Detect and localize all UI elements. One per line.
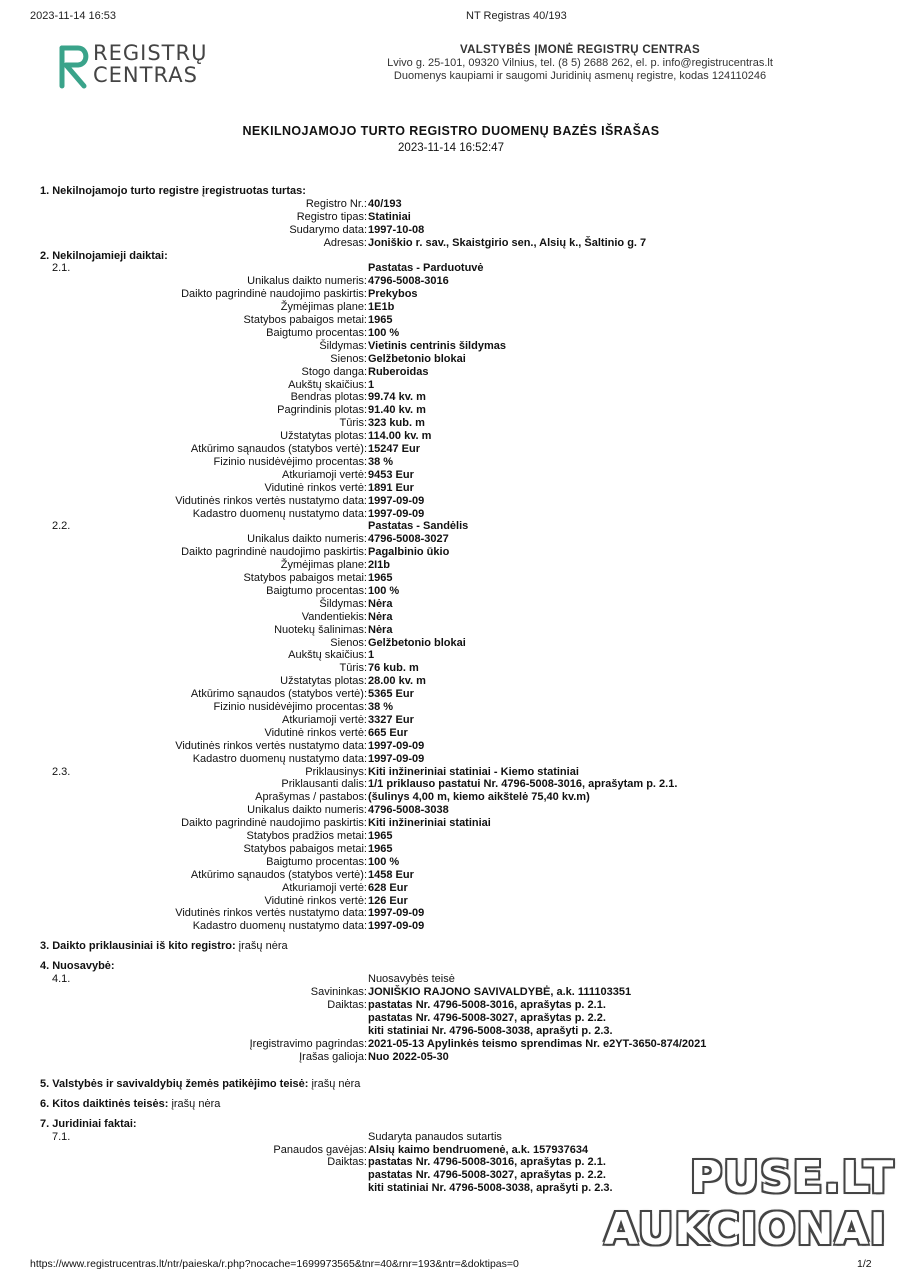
field-row <box>0 1051 902 1064</box>
field-value: 100 % <box>368 326 400 339</box>
field-label: Statybos pradžios metai: <box>246 830 367 842</box>
field-value: 1/1 priklauso pastatui Nr. 4796-5008-3016, aprašytam p. 2.1. <box>368 778 678 791</box>
section-header <box>0 940 902 953</box>
field-label: Fizinio nusidėvėjimo procentas: <box>213 455 367 468</box>
field-row <box>0 637 902 650</box>
field-row <box>0 327 902 340</box>
org-name: VALSTYBĖS ĮMONĖ REGISTRŲ CENTRAS <box>459 44 701 56</box>
field-row <box>0 417 902 430</box>
field-label: Unikalus daikto numeris: <box>247 275 367 288</box>
field-row <box>0 843 902 856</box>
section-header <box>0 185 902 198</box>
field-value: 4796-5008-3016 <box>368 275 449 288</box>
field-value: pastatas Nr. 4796-5008-3027, aprašytas p. 2.2. <box>368 1169 606 1182</box>
field-row <box>0 340 902 353</box>
field-value: 1997-10-08 <box>368 223 425 236</box>
field-label: Nuotekų šalinimas: <box>274 623 367 636</box>
field-row <box>0 611 902 624</box>
field-row <box>0 559 902 572</box>
field-row <box>0 907 902 920</box>
field-row <box>0 495 902 508</box>
field-label: Baigtumo procentas: <box>266 584 367 597</box>
field-label: Registro Nr.: <box>305 197 367 210</box>
field-label: Įregistravimo pagrindas: <box>249 1037 367 1050</box>
section-title <box>40 1098 220 1111</box>
field-label: Sudarymo data: <box>289 223 367 236</box>
field-label: Tūris: <box>339 417 367 430</box>
field-label: Atkuriamoji vertė: <box>282 468 367 481</box>
field-value: 2021-05-13 Apylinkės teismo sprendimas Nr. e2YT-3650-874/2021 <box>368 1037 707 1050</box>
field-row <box>0 456 902 469</box>
field-value: 665 Eur <box>368 726 408 739</box>
field-row <box>0 520 902 533</box>
field-label: Daikto pagrindinė naudojimo paskirtis: <box>181 817 367 830</box>
field-row <box>0 714 902 727</box>
logo-mark-icon <box>58 42 94 90</box>
logo-text-line1: REGISTRŲ <box>93 41 208 65</box>
field-value: Gelžbetonio blokai <box>368 636 466 649</box>
section-title <box>40 940 288 953</box>
field-row <box>0 546 902 559</box>
field-row <box>0 895 902 908</box>
field-row <box>0 443 902 456</box>
field-label: Šildymas: <box>319 597 367 610</box>
field-row <box>0 688 902 701</box>
field-row <box>0 869 902 882</box>
field-value: Kiti inžineriniai statiniai <box>368 817 491 830</box>
field-label: Baigtumo procentas: <box>266 326 367 339</box>
field-row <box>0 211 902 224</box>
field-label: Pagrindinis plotas: <box>277 404 367 417</box>
field-value: 1997-09-09 <box>368 752 425 765</box>
print-page-title: NT Registras 40/193 <box>466 10 567 22</box>
item-number: 2.3. <box>52 765 71 778</box>
field-row <box>0 856 902 869</box>
field-value: Nuosavybės teisė <box>368 973 455 986</box>
field-label: Statybos pabaigos metai: <box>243 314 367 326</box>
field-row <box>0 404 902 417</box>
field-label: Fizinio nusidėvėjimo procentas: <box>213 701 367 713</box>
section-title-text: 6. Kitos daiktinės teisės: <box>40 1097 169 1110</box>
field-label: Vidutinė rinkos vertė: <box>264 481 367 494</box>
field-value: 1891 Eur <box>368 481 414 494</box>
field-value: 38 % <box>368 701 394 713</box>
field-value: 1965 <box>368 830 393 842</box>
field-value: Prekybos <box>368 288 418 301</box>
section-header <box>0 1098 902 1111</box>
field-row <box>0 1131 902 1144</box>
field-value: 1965 <box>368 314 393 326</box>
field-row <box>0 1012 902 1025</box>
field-value: Sudaryta panaudos sutartis <box>368 1130 502 1143</box>
field-value: 1997-09-09 <box>368 494 425 507</box>
field-row <box>0 598 902 611</box>
section-title <box>40 250 168 263</box>
field-row <box>0 314 902 327</box>
field-label: Panaudos gavėjas: <box>273 1143 367 1156</box>
field-row <box>0 753 902 766</box>
field-value: 1458 Eur <box>368 868 414 881</box>
org-note: Duomenys kaupiami ir saugomi Juridinių asmenų registre, kodas 124110246 <box>393 70 767 82</box>
field-label: Baigtumo procentas: <box>266 855 367 868</box>
field-value: 15247 Eur <box>368 443 420 455</box>
section-title-text: 2. Nekilnojamieji daiktai: <box>40 249 168 262</box>
field-row <box>0 624 902 637</box>
field-row <box>0 1038 902 1051</box>
section-title <box>40 185 306 198</box>
field-label: Vidutinės rinkos vertės nustatymo data: <box>175 494 367 507</box>
print-datetime: 2023-11-14 16:53 <box>30 10 117 22</box>
field-value: kiti statiniai Nr. 4796-5008-3038, aprašyti p. 2.3. <box>368 1182 613 1195</box>
field-label: Sienos: <box>330 636 367 649</box>
field-value: Nėra <box>368 623 393 636</box>
field-row <box>0 262 902 275</box>
field-label: Unikalus daikto numeris: <box>247 804 367 817</box>
field-label: Vidutinės rinkos vertės nustatymo data: <box>175 739 367 752</box>
field-value: 1E1b <box>368 301 395 314</box>
field-label: Daiktas: <box>327 999 367 1011</box>
field-value: pastatas Nr. 4796-5008-3016, aprašytas p. 2.1. <box>368 1156 606 1169</box>
field-label: Aprašymas / pastabos: <box>255 791 367 804</box>
field-label: Savininkas: <box>310 986 367 999</box>
field-label: Sienos: <box>330 352 367 365</box>
field-row <box>0 533 902 546</box>
org-address: Lvivo g. 25-101, 09320 Vilnius, tel. (8 5) 2688 262, el. p. info@registrucentras.lt <box>387 57 773 69</box>
field-label: Vidutinė rinkos vertė: <box>264 726 367 739</box>
field-label: Vidutinės rinkos vertės nustatymo data: <box>175 907 367 920</box>
field-value: 628 Eur <box>368 881 408 894</box>
section-status: įrašų nėra <box>168 1097 221 1110</box>
field-label: Vidutinė rinkos vertė: <box>264 894 367 907</box>
field-label: Stogo danga: <box>301 365 367 378</box>
watermark-line1: PUSE.LT <box>690 1152 895 1203</box>
field-value: 9453 Eur <box>368 468 414 481</box>
field-value: Nėra <box>368 597 393 610</box>
field-value: 114.00 kv. m <box>368 430 432 443</box>
field-row <box>0 391 902 404</box>
field-value: Ruberoidas <box>368 365 429 378</box>
field-row <box>0 585 902 598</box>
field-value: 28.00 kv. m <box>368 675 426 688</box>
field-value: Pastatas - Parduotuvė <box>368 262 484 275</box>
field-value: 100 % <box>368 584 400 597</box>
field-label: Įrašas galioja: <box>299 1050 367 1063</box>
section-title <box>40 1118 137 1131</box>
field-label: Daikto pagrindinė naudojimo paskirtis: <box>181 288 367 301</box>
field-label: Vandentiekis: <box>301 610 367 623</box>
field-row <box>0 778 902 791</box>
field-value: 1 <box>368 649 375 662</box>
field-label: Daikto pagrindinė naudojimo paskirtis: <box>181 546 367 559</box>
field-label: Užstatytas plotas: <box>280 675 367 688</box>
field-value: kiti statiniai Nr. 4796-5008-3038, aprašyti p. 2.3. <box>368 1024 613 1037</box>
field-label: Daiktas: <box>327 1156 367 1169</box>
field-value: JONIŠKIO RAJONO SAVIVALDYBĖ, a.k. 111103351 <box>368 986 632 999</box>
item-number: 2.1. <box>52 262 71 275</box>
field-value: 5365 Eur <box>368 688 414 701</box>
footer-url: https://www.registrucentras.lt/ntr/paieska/r.php?nocache=1699973565&tnr=40&rnr=193&ntr=&doktipas=0 <box>30 1258 519 1270</box>
organization-info <box>300 44 860 83</box>
field-label: Atkuriamoji vertė: <box>282 881 367 894</box>
field-row <box>0 482 902 495</box>
field-value: Nėra <box>368 610 393 623</box>
field-value: Alsių kaimo bendruomenė, a.k. 157937634 <box>368 1143 589 1156</box>
section-title-text: 3. Daikto priklausiniai iš kito registro: <box>40 940 236 953</box>
field-value: 99.74 kv. m <box>368 391 426 404</box>
field-row <box>0 1025 902 1038</box>
field-label: Kadastro duomenų nustatymo data: <box>192 752 367 765</box>
field-row <box>0 198 902 211</box>
section-title <box>40 960 115 973</box>
field-row <box>0 920 902 933</box>
field-value: 91.40 kv. m <box>368 404 426 417</box>
field-value: 4796-5008-3038 <box>368 804 449 817</box>
field-row <box>0 224 902 237</box>
field-value: Statiniai <box>368 210 411 223</box>
footer-page-number: 1/2 <box>857 1258 872 1270</box>
field-value: pastatas Nr. 4796-5008-3016, aprašytas p. 2.1. <box>368 999 606 1011</box>
field-row <box>0 275 902 288</box>
field-value: 76 kub. m <box>368 662 419 675</box>
section-title-text: 5. Valstybės ir savivaldybių žemės patikėjimo teisė: <box>40 1077 309 1090</box>
field-row <box>0 830 902 843</box>
field-row <box>0 572 902 585</box>
field-label: Adresas: <box>323 236 367 249</box>
field-value: 1965 <box>368 842 393 855</box>
section-title-text: 1. Nekilnojamojo turto registre įregistruotas turtas: <box>40 185 306 197</box>
field-value: 1997-09-09 <box>368 907 425 920</box>
document-title: NEKILNOJAMOJO TURTO REGISTRO DUOMENŲ BAZĖS IŠRAŠAS <box>242 124 660 138</box>
field-value: pastatas Nr. 4796-5008-3027, aprašytas p. 2.2. <box>368 1011 606 1024</box>
field-row <box>0 973 902 986</box>
field-row <box>0 288 902 301</box>
field-row <box>0 662 902 675</box>
section-header <box>0 1118 902 1131</box>
section-header <box>0 960 902 973</box>
field-row <box>0 766 902 779</box>
field-row <box>0 508 902 521</box>
field-label: Kadastro duomenų nustatymo data: <box>192 920 367 933</box>
field-value: 1965 <box>368 572 393 584</box>
field-row <box>0 727 902 740</box>
section-title-text: 4. Nuosavybė: <box>40 960 115 973</box>
field-row <box>0 817 902 830</box>
field-row <box>0 986 902 999</box>
field-label: Tūris: <box>339 662 367 675</box>
field-label: Atkūrimo sąnaudos (statybos vertė): <box>190 688 367 701</box>
field-value: 3327 Eur <box>368 713 414 726</box>
field-value: Nuo 2022-05-30 <box>368 1050 449 1063</box>
field-value: 100 % <box>368 855 400 868</box>
field-value: 1 <box>368 378 375 391</box>
field-value: 40/193 <box>368 197 402 210</box>
field-row <box>0 469 902 482</box>
registru-centras-logo <box>58 40 208 90</box>
field-value: Joniškio r. sav., Skaistgirio sen., Alsių k., Šaltinio g. 7 <box>368 236 647 249</box>
field-value: Gelžbetonio blokai <box>368 352 466 365</box>
field-row <box>0 366 902 379</box>
field-row <box>0 675 902 688</box>
section-title-text: 7. Juridiniai faktai: <box>40 1117 137 1130</box>
field-label: Bendras plotas: <box>290 391 367 404</box>
field-value: 1997-09-09 <box>368 739 425 752</box>
field-value: 38 % <box>368 455 394 468</box>
field-row <box>0 353 902 366</box>
field-label: Priklausanti dalis: <box>281 778 367 791</box>
section-header <box>0 1078 902 1091</box>
field-value: Pastatas - Sandėlis <box>368 520 469 533</box>
field-value: 4796-5008-3027 <box>368 533 449 546</box>
field-label: Statybos pabaigos metai: <box>243 842 367 855</box>
field-label: Atkuriamoji vertė: <box>282 713 367 726</box>
field-row <box>0 999 902 1012</box>
field-row <box>0 740 902 753</box>
field-value: (šulinys 4,00 m, kiemo aikštelė 75,40 kv.m) <box>368 791 590 804</box>
section-status: įrašų nėra <box>308 1077 361 1090</box>
field-label: Atkūrimo sąnaudos (statybos vertė): <box>190 868 367 881</box>
field-row <box>0 430 902 443</box>
field-value: Kiti inžineriniai statiniai - Kiemo statiniai <box>368 765 579 778</box>
item-number: 7.1. <box>52 1130 71 1143</box>
section-status: įrašų nėra <box>235 940 288 953</box>
field-value: 1997-09-09 <box>368 920 425 933</box>
field-row <box>0 701 902 714</box>
logo-text-line2: CENTRAS <box>93 63 198 87</box>
field-label: Šildymas: <box>319 339 367 352</box>
field-value: 1997-09-09 <box>368 507 425 520</box>
field-row <box>0 804 902 817</box>
document-datetime: 2023-11-14 16:52:47 <box>398 142 504 154</box>
field-row <box>0 301 902 314</box>
field-value: 126 Eur <box>368 894 408 907</box>
field-label: Statybos pabaigos metai: <box>243 572 367 584</box>
field-value: Pagalbinio ūkio <box>368 546 450 559</box>
field-value: Vietinis centrinis šildymas <box>368 339 506 352</box>
section-title <box>40 1078 360 1091</box>
field-value: 323 kub. m <box>368 417 425 430</box>
field-label: Aukštų skaičius: <box>288 649 367 662</box>
watermark-line2: AUKCIONAI <box>604 1204 887 1255</box>
field-row <box>0 791 902 804</box>
field-label: Atkūrimo sąnaudos (statybos vertė): <box>190 443 367 455</box>
item-number: 4.1. <box>52 973 71 986</box>
section-header <box>0 250 902 263</box>
field-label: Žymėjimas plane: <box>280 559 367 572</box>
field-row <box>0 882 902 895</box>
field-label: Žymėjimas plane: <box>280 301 367 314</box>
field-label: Kadastro duomenų nustatymo data: <box>192 507 367 520</box>
field-row <box>0 237 902 250</box>
field-label: Priklausinys: <box>305 765 367 778</box>
field-value: 2I1b <box>368 559 391 572</box>
item-number: 2.2. <box>52 520 71 533</box>
field-row <box>0 649 902 662</box>
field-label: Registro tipas: <box>296 210 367 223</box>
field-label: Užstatytas plotas: <box>280 430 367 443</box>
field-label: Unikalus daikto numeris: <box>247 533 367 546</box>
field-label: Aukštų skaičius: <box>288 378 367 391</box>
field-row <box>0 379 902 392</box>
